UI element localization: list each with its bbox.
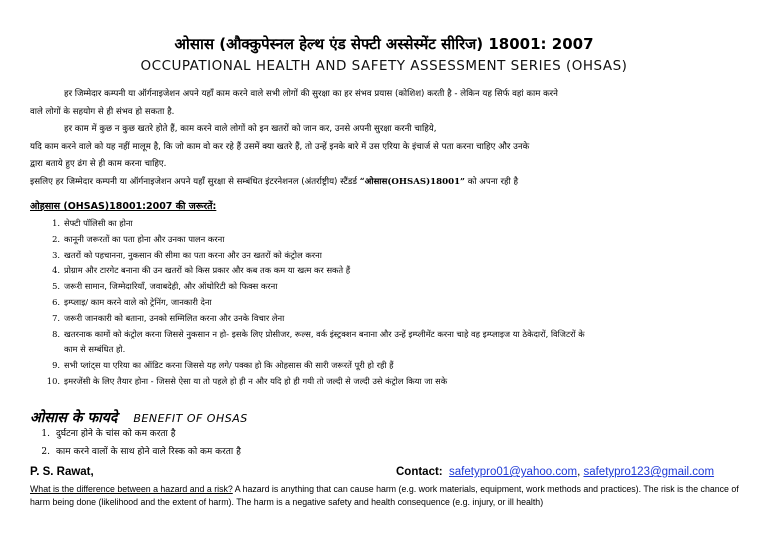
intro-text: को अपना रही है	[465, 176, 519, 187]
email-link-1[interactable]: safetypro01@yahoo.com	[449, 466, 578, 478]
list-item-number: 10.	[46, 375, 60, 386]
list-item-number: 3.	[52, 249, 60, 260]
requirement-item	[30, 342, 752, 358]
intro-paragraph	[30, 86, 752, 191]
benefits-heading	[30, 407, 248, 427]
contact-label: Contact:	[396, 466, 443, 478]
requirement-item	[30, 327, 752, 343]
requirement-item	[30, 216, 752, 232]
hazard-risk-note	[30, 483, 740, 508]
requirement-item	[30, 311, 752, 327]
list-item-number: 1.	[41, 429, 50, 439]
list-item-text: सेफ्टी पॉलिसी का होना	[64, 218, 133, 228]
list-item-number: 4.	[52, 265, 60, 276]
requirement-item	[30, 248, 752, 264]
list-item-number: 9.	[52, 360, 60, 371]
list-item-number: 5.	[52, 281, 60, 292]
list-item-text: सभी प्लांट्स या एरिया का ऑडिट करना जिससे यह लगे/ पक्का हो कि ओहसास की सारी जरूरतें पूरी हो रही हैं	[64, 360, 394, 371]
requirement-item	[30, 279, 752, 295]
requirements-list	[30, 216, 752, 390]
benefit-item	[30, 425, 241, 443]
list-item-text: खतरनाक कामों को कंट्रोल करना जिससे नुकसान न हो- इसके लिए प्रोसीजर, रूल्स, वर्क इंस्ट्रक्शन बनाना और उन्हें इम्प्लीमेंट करना चाहे वह इम्प्लाइज या ठेकेदारों, विजिटरों के	[64, 328, 585, 339]
list-item-number: 1.	[52, 218, 60, 228]
hazard-risk-answer: A hazard is anything that can cause harm (e.g. work materials, equipment, work methods and practices). The risk is the chance of harm being done (likelihood and the extent of harm). The harm is a negative safety and health consequence (e.g. injury, or ill health)	[30, 484, 739, 507]
list-item-number: 7.	[52, 312, 60, 323]
list-item-text: इमरजेंसी के लिए तैयार होना - जिससे ऐसा या तो पहले हो ही न और यदि हो ही गयी तो जल्दी से जल्दी उसे कंट्रोल किया जा सके	[64, 375, 448, 386]
benefit-item	[30, 443, 241, 461]
intro-line: हर जिम्मेदार कम्पनी या ऑर्गनाइजेशन अपने यहाँ काम करने वाले सभी लोगों की सुरक्षा का हर संभव प्रयास (कोशिश) करती है - लेकिन यह सिर्फ वहां काम करने	[64, 89, 558, 99]
benefits-heading-english: BENEFIT OF OHSAS	[133, 412, 248, 425]
list-item-text: प्रोग्राम और टारगेट बनाना की उन खतरों को किस प्रकार और कब तक कम या खत्म कर सकते हैं	[64, 265, 351, 276]
benefits-heading-hindi: ओसास के फायदे	[30, 410, 118, 426]
english-title: OCCUPATIONAL HEALTH AND SAFETY ASSESSMENT SERIES (OHSAS)	[140, 58, 628, 74]
requirement-item	[30, 232, 752, 248]
list-item-number: 2.	[52, 233, 60, 244]
list-item-text: काम से सम्बंधित हो.	[64, 344, 126, 355]
intro-line: वाले लोगों के सहयोग से ही संभव हो सकता है.	[30, 106, 175, 117]
benefits-list	[30, 425, 241, 461]
intro-line	[30, 174, 752, 192]
list-item-text: कानूनी जरूरतों का पता होना और उनका पालन करना	[64, 233, 225, 244]
requirements-heading: ओहसास (OHSAS)18001:2007 की जरूरतें:	[30, 201, 217, 212]
list-item-text: काम करने वालों के साथ होने वाले रिस्क को कम करता है	[56, 447, 241, 457]
requirement-item	[30, 374, 752, 390]
contact-line	[396, 466, 714, 478]
list-item-text: जरूरी सामान, जिम्मेदारियाँ, जवाबदेही, और ऑथोरिटी को फिक्स करना	[64, 281, 278, 292]
requirement-item	[30, 263, 752, 279]
author-name: P. S. Rawat,	[30, 466, 94, 478]
email-separator: ,	[577, 466, 581, 478]
list-item-text: जरूरी जानकारी को बताना, उनको सम्मिलित करना और उनके विचार लेना	[64, 312, 285, 323]
requirement-item	[30, 295, 752, 311]
intro-text: इसलिए हर जिम्मेदार कम्पनी या ऑर्गनाइजेशन अपने यहाँ सुरक्षा से सम्बंधित इंटरनेशनल (अंतर्राष्ट्रीय) स्टैंडर्ड	[30, 176, 360, 187]
list-item-text: इम्प्लाइ/ काम करने वाले को ट्रेनिंग, जानकारी देना	[64, 296, 212, 307]
list-item-number: 8.	[52, 328, 60, 339]
intro-line: यदि काम करने वाले को यह नहीं मालूम है, कि जो काम वो कर रहे हैं उसमें क्या खतरे हैं, तो उन्हें इनके बारे में उस एरिया के इंचार्ज से पता करना चाहिए और उनके	[30, 141, 530, 152]
intro-line: हर काम में कुछ न कुछ खतरे होते हैं, काम करने वाले लोगों को इन खतरों को जान कर, उनसे अपनी सुरक्षा करनी चाहिये,	[64, 124, 437, 134]
list-item-number: 2.	[41, 447, 50, 457]
email-link-2[interactable]: safetypro123@gmail.com	[583, 466, 715, 478]
list-item-text: दुर्घटना होने के चांस को कम करता है	[56, 429, 176, 439]
intro-line: द्वारा बताये हुए ढंग से ही काम करना चाहिए.	[30, 159, 167, 169]
ohsas-standard-name: “ओसास(OHSAS)18001”	[359, 176, 465, 187]
list-item-number: 6.	[52, 296, 60, 307]
hazard-risk-question: What is the difference between a hazard and a risk?	[30, 484, 233, 494]
hindi-title: ओसास (औक्कुपेस्नल हेल्थ एंड सेफ्टी अस्सेस्मेंट सीरिज) 18001: 2007	[174, 35, 594, 53]
requirement-item	[30, 358, 752, 374]
list-item-text: खतरों को पहचानना, नुकसान की सीमा का पता करना और उन खतरों को कंट्रोल करना	[64, 249, 322, 260]
